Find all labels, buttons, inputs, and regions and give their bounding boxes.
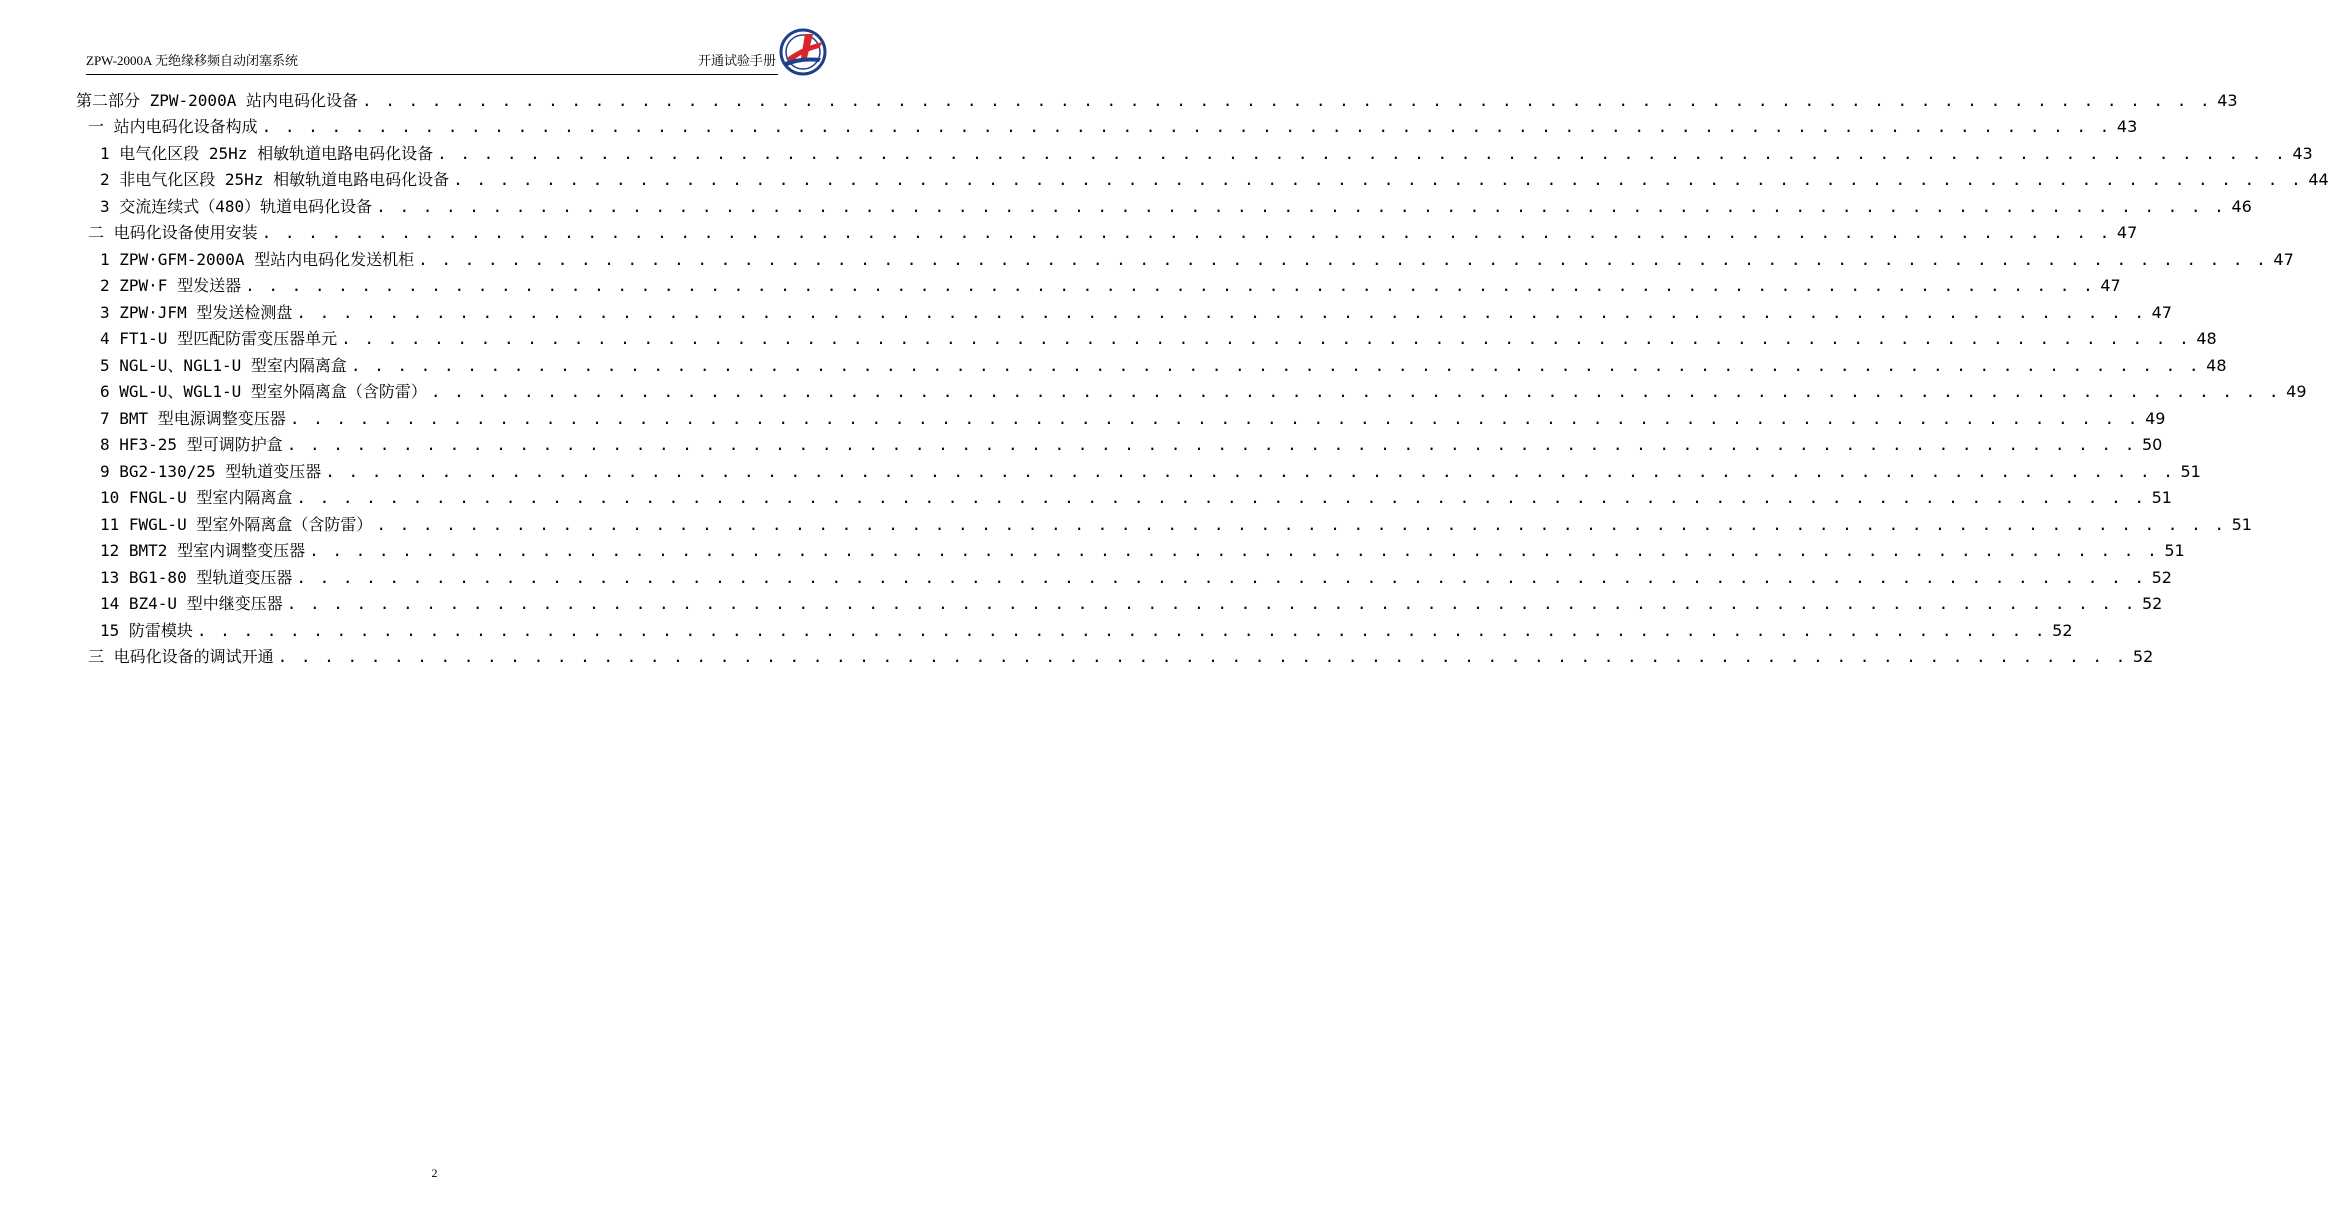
toc-leader-dots: . . . . . . . . . . . . . . . . . . . . . . . . . . . . . . . . . . . . . . . . . . . . . . . . . . . . . . . . . . . . . . . . . . . . . . . . . . . . . . . .: [289, 408, 2140, 428]
toc-leader-dots: . . . . . . . . . . . . . . . . . . . . . . . . . . . . . . . . . . . . . . . . . . . . . . . . . . . . . . . . . . . . . . . . . . . . . . . . . . . . . . . .: [376, 514, 2226, 534]
table-of-contents: [76, 84, 2329, 667]
toc-entry[interactable]: [76, 323, 2217, 350]
toc-entry-title: 二 电码化设备使用安装: [88, 223, 258, 242]
toc-entry[interactable]: [76, 164, 2329, 191]
toc-entry-title: 10 FNGL-U 型室内隔离盒: [100, 488, 293, 507]
toc-entry-page: 43: [2292, 143, 2313, 163]
toc-entry-title: 15 防雷模块: [100, 620, 193, 640]
toc-leader-dots: . . . . . . . . . . . . . . . . . . . . . . . . . . . . . . . . . . . . . . . . . . . . . . . . . . . . . . . . . . . . . . . . . . . . . . . . . . . . . . . .: [261, 117, 2112, 136]
toc-leader-dots: . . . . . . . . . . . . . . . . . . . . . . . . . . . . . . . . . . . . . . . . . . . . . . . . . . . . . . . . . . . . . . . . . . . . . . . . . . . . . . . .: [296, 567, 2146, 587]
toc-leader-dots: . . . . . . . . . . . . . . . . . . . . . . . . . . . . . . . . . . . . . . . . . . . . . . . . . . . . . . . . . . . . . . . . . . . . . . . . . . . . . . . .: [361, 90, 2212, 110]
toc-entry[interactable]: [76, 508, 2252, 535]
toc-entry-page: 52: [2141, 594, 2163, 613]
toc-entry-page: 52: [2132, 647, 2154, 666]
toc-leader-dots: . . . . . . . . . . . . . . . . . . . . . . . . . . . . . . . . . . . . . . . . . . . . . . . . . . . . . . . . . . . . . . . . . . . . . . . . . . . . . . . .: [296, 488, 2146, 507]
toc-entry-page: 46: [2231, 196, 2252, 216]
header-manual-name: 开通试验手册: [697, 53, 776, 68]
toc-entry-title: 1 电气化区段 25Hz 相敏轨道电路电码化设备: [100, 143, 434, 163]
toc-entry-page: 47: [2100, 276, 2121, 295]
toc-entry-title: 2 ZPW·F 型发送器: [100, 276, 242, 295]
toc-entry-page: 49: [2145, 408, 2166, 428]
toc-entry-title: 一 站内电码化设备构成: [88, 117, 258, 136]
toc-leader-dots: . . . . . . . . . . . . . . . . . . . . . . . . . . . . . . . . . . . . . . . . . . . . . . . . . . . . . . . . . . . . . . . . . . . . . . . . . . . . . . . .: [341, 329, 2191, 348]
toc-entry-title: 第二部分 ZPW-2000A 站内电码化设备: [76, 90, 358, 110]
toc-entry[interactable]: [76, 429, 2163, 456]
toc-entry[interactable]: [76, 455, 2201, 482]
toc-entry-page: 43: [2217, 90, 2238, 110]
toc-leader-dots: . . . . . . . . . . . . . . . . . . . . . . . . . . . . . . . . . . . . . . . . . . . . . . . . . . . . . . . . . . . . . . . . . . . . . . . . . . . . . . . .: [437, 143, 2287, 163]
toc-entry-page: 51: [2180, 461, 2201, 481]
railway-logo-icon: [779, 28, 827, 76]
toc-entry-title: 11 FWGL-U 型室外隔离盒（含防雷）: [100, 514, 373, 534]
header-title: ZPW-2000A 无绝缘移频自动闭塞系统: [86, 53, 298, 68]
toc-entry-title: 2 非电气化区段 25Hz 相敏轨道电路电码化设备: [100, 170, 450, 189]
toc-entry[interactable]: [76, 561, 2172, 588]
toc-entry-page: 47: [2116, 223, 2138, 242]
toc-entry-page: 47: [2151, 302, 2172, 322]
toc-entry[interactable]: [76, 641, 2154, 668]
toc-entry-page: 51: [2231, 514, 2252, 534]
toc-entry-title: 9 BG2-130/25 型轨道变压器: [100, 461, 322, 481]
toc-entry[interactable]: [76, 376, 2307, 403]
page-header: [86, 46, 778, 75]
toc-entry[interactable]: [76, 349, 2227, 376]
toc-leader-dots: . . . . . . . . . . . . . . . . . . . . . . . . . . . . . . . . . . . . . . . . . . . . . . . . . . . . . . . . . . . . . . . . . . . . . . . . . . . . . . . .: [286, 594, 2137, 613]
toc-entry[interactable]: [76, 588, 2163, 615]
toc-entry-page: 51: [2164, 541, 2185, 560]
toc-leader-dots: . . . . . . . . . . . . . . . . . . . . . . . . . . . . . . . . . . . . . . . . . . . . . . . . . . . . . . . . . . . . . . . . . . . . . . . . . . . . . . . .: [277, 647, 2128, 666]
toc-entry-page: 47: [2273, 249, 2294, 269]
toc-entry[interactable]: [76, 535, 2185, 562]
toc-leader-dots: . . . . . . . . . . . . . . . . . . . . . . . . . . . . . . . . . . . . . . . . . . . . . . . . . . . . . . . . . . . . . . . . . . . . . . . . . . . . . . . .: [286, 435, 2137, 454]
toc-entry-page: 52: [2151, 567, 2172, 587]
toc-leader-dots: . . . . . . . . . . . . . . . . . . . . . . . . . . . . . . . . . . . . . . . . . . . . . . . . . . . . . . . . . . . . . . . . . . . . . . . . . . . . . . . .: [453, 170, 2303, 189]
toc-entry-title: 6 WGL-U、WGL1-U 型室外隔离盒（含防雷）: [100, 382, 427, 401]
toc-leader-dots: . . . . . . . . . . . . . . . . . . . . . . . . . . . . . . . . . . . . . . . . . . . . . . . . . . . . . . . . . . . . . . . . . . . . . . . . . . . . . . . .: [196, 620, 2047, 640]
page-number: 2: [431, 1166, 438, 1180]
toc-entry-page: 48: [2206, 355, 2227, 375]
toc-entry-page: 43: [2116, 117, 2138, 136]
toc-leader-dots: . . . . . . . . . . . . . . . . . . . . . . . . . . . . . . . . . . . . . . . . . . . . . . . . . . . . . . . . . . . . . . . . . . . . . . . . . . . . . . . .: [245, 276, 2095, 295]
toc-entry[interactable]: [76, 217, 2138, 244]
toc-entry[interactable]: [76, 402, 2166, 429]
toc-entry-title: 1 ZPW·GFM-2000A 型站内电码化发送机柜: [100, 249, 415, 269]
toc-entry[interactable]: [76, 111, 2138, 138]
toc-entry-page: 52: [2052, 620, 2073, 640]
toc-entry-page: 44: [2308, 170, 2329, 189]
toc-entry-title: 13 BG1-80 型轨道变压器: [100, 567, 293, 587]
toc-entry-title: 5 NGL-U、NGL1-U 型室内隔离盒: [100, 355, 347, 375]
toc-entry-title: 14 BZ4-U 型中继变压器: [100, 594, 283, 613]
toc-entry-page: 48: [2196, 329, 2217, 348]
toc-leader-dots: . . . . . . . . . . . . . . . . . . . . . . . . . . . . . . . . . . . . . . . . . . . . . . . . . . . . . . . . . . . . . . . . . . . . . . . . . . . . . . . .: [376, 196, 2226, 216]
toc-entry-page: 51: [2151, 488, 2172, 507]
toc-entry[interactable]: [76, 190, 2252, 217]
toc-entry[interactable]: [76, 482, 2172, 509]
toc-leader-dots: . . . . . . . . . . . . . . . . . . . . . . . . . . . . . . . . . . . . . . . . . . . . . . . . . . . . . . . . . . . . . . . . . . . . . . . . . . . . . . . .: [261, 223, 2112, 242]
toc-entry-title: 三 电码化设备的调试开通: [88, 647, 274, 666]
toc-entry[interactable]: [76, 243, 2294, 270]
toc-entry[interactable]: [76, 614, 2073, 641]
toc-leader-dots: . . . . . . . . . . . . . . . . . . . . . . . . . . . . . . . . . . . . . . . . . . . . . . . . . . . . . . . . . . . . . . . . . . . . . . . . . . . . . . . .: [418, 249, 2268, 269]
toc-entry[interactable]: [76, 270, 2121, 297]
toc-entry-title: 3 交流连续式（480）轨道电码化设备: [100, 196, 373, 216]
toc-entry-title: 7 BMT 型电源调整变压器: [100, 408, 286, 428]
toc-leader-dots: . . . . . . . . . . . . . . . . . . . . . . . . . . . . . . . . . . . . . . . . . . . . . . . . . . . . . . . . . . . . . . . . . . . . . . . . . . . . . . . .: [296, 302, 2146, 322]
toc-entry-title: 4 FT1-U 型匹配防雷变压器单元: [100, 329, 338, 348]
toc-leader-dots: . . . . . . . . . . . . . . . . . . . . . . . . . . . . . . . . . . . . . . . . . . . . . . . . . . . . . . . . . . . . . . . . . . . . . . . . . . . . . . . .: [325, 461, 2175, 481]
toc-entry[interactable]: [76, 137, 2313, 164]
toc-entry-title: 12 BMT2 型室内调整变压器: [100, 541, 306, 560]
toc-entry-page: 50: [2141, 435, 2163, 454]
toc-leader-dots: . . . . . . . . . . . . . . . . . . . . . . . . . . . . . . . . . . . . . . . . . . . . . . . . . . . . . . . . . . . . . . . . . . . . . . . . . . . . . . . .: [430, 382, 2281, 401]
toc-entry-title: 3 ZPW·JFM 型发送检测盘: [100, 302, 293, 322]
toc-entry[interactable]: [76, 296, 2172, 323]
toc-entry-title: 8 HF3-25 型可调防护盒: [100, 435, 283, 454]
toc-leader-dots: . . . . . . . . . . . . . . . . . . . . . . . . . . . . . . . . . . . . . . . . . . . . . . . . . . . . . . . . . . . . . . . . . . . . . . . . . . . . . . . .: [309, 541, 2159, 560]
toc-leader-dots: . . . . . . . . . . . . . . . . . . . . . . . . . . . . . . . . . . . . . . . . . . . . . . . . . . . . . . . . . . . . . . . . . . . . . . . . . . . . . . . .: [350, 355, 2201, 375]
toc-entry[interactable]: [76, 84, 2238, 111]
toc-entry-page: 49: [2286, 382, 2307, 401]
